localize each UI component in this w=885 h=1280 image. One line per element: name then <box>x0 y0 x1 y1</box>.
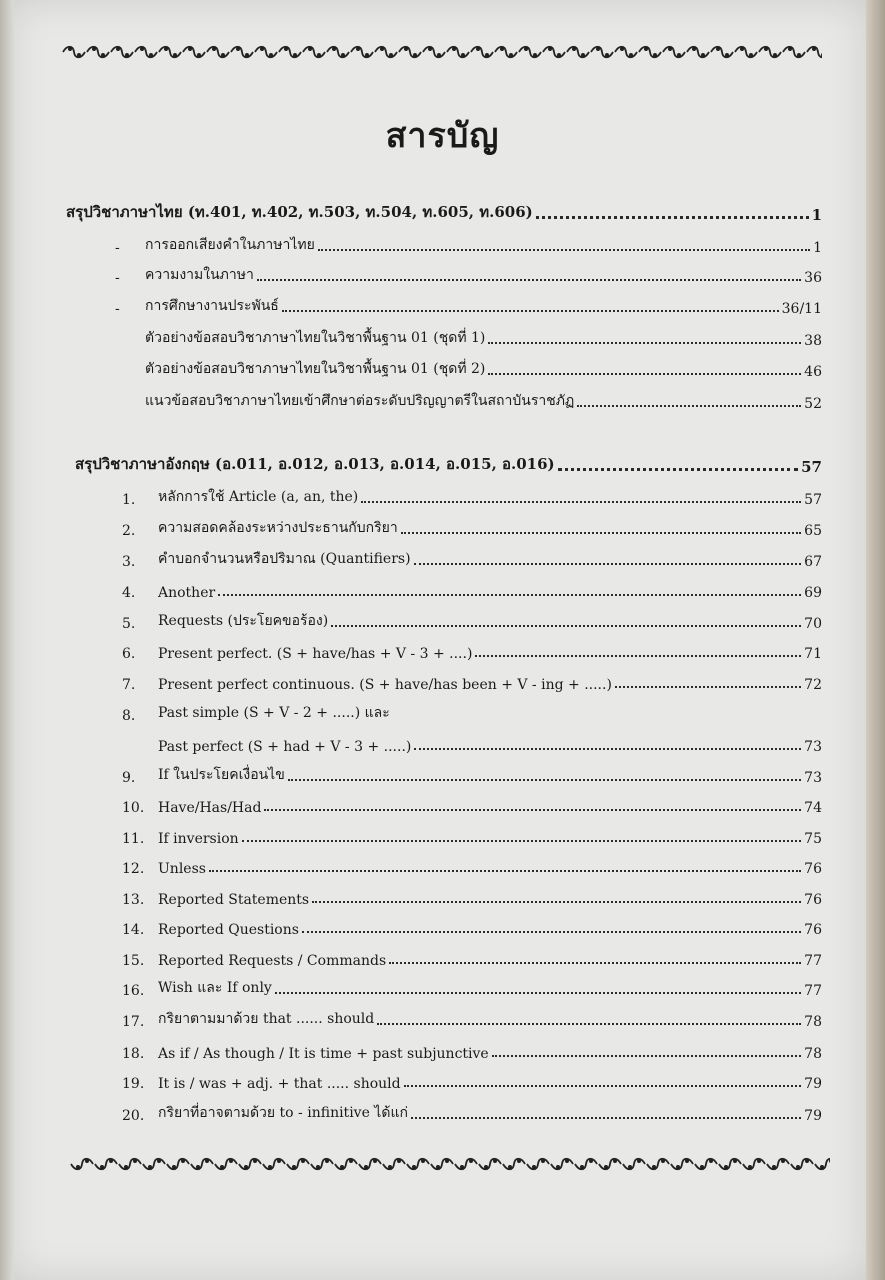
toc-entry <box>122 546 822 570</box>
toc-entry-label: Present perfect continuous. (S + have/has been + V - ing + .....) <box>158 677 612 693</box>
toc-entry <box>122 945 822 969</box>
toc-page-number: 57 <box>804 492 822 508</box>
dot-leader <box>488 326 801 344</box>
dot-leader <box>218 578 801 596</box>
dot-leader <box>411 1101 801 1119</box>
toc-entry-label: Reported Statements <box>158 892 310 908</box>
toc-entry <box>122 608 822 632</box>
bottom-ornament-border <box>70 1152 830 1176</box>
toc-entry <box>122 762 822 786</box>
toc-page-number: 76 <box>804 892 822 908</box>
toc-entry-label: Past simple (S + V - 2 + .....) และ <box>158 705 390 721</box>
dot-leader <box>302 915 801 933</box>
toc-entry-marker: 5. <box>122 616 136 632</box>
toc-entry-label: แนวข้อสอบวิชาภาษาไทยเข้าศึกษาต่อระดับปริญญาตรีในสถาบันราชภัฏ <box>145 393 575 409</box>
toc-entry <box>122 823 822 847</box>
toc-page-number: 74 <box>804 800 822 816</box>
toc-entry-label: คำบอกจำนวนหรือปริมาณ (Quantifiers) <box>158 551 411 567</box>
toc-entry <box>122 853 822 877</box>
toc-entry <box>122 1068 822 1092</box>
toc-entry-label: Present perfect. (S + have/has + V - 3 + ....) <box>158 646 473 662</box>
dot-leader <box>209 854 801 872</box>
toc-entry-label: Unless <box>158 861 206 877</box>
dot-leader <box>577 389 801 407</box>
toc-page-number: 67 <box>804 554 822 570</box>
toc-entry-marker: 16. <box>122 983 145 999</box>
toc-entry <box>122 1038 822 1062</box>
dot-leader <box>312 885 801 903</box>
dot-leader <box>377 1007 801 1025</box>
toc-entry <box>122 1100 822 1124</box>
toc-entry-label: It is / was + adj. + that ..... should <box>158 1076 401 1092</box>
toc-page-number: 36 <box>804 270 822 286</box>
toc-entry-label: หลักการใช้ Article (a, an, the) <box>158 489 359 505</box>
toc-entry-marker: 14. <box>122 922 145 938</box>
toc-entry-label: Reported Requests / Commands <box>158 953 387 969</box>
toc-entry <box>122 975 822 999</box>
dot-leader <box>558 452 798 471</box>
toc-entry-marker: 3. <box>122 554 136 570</box>
dot-leader <box>282 294 779 312</box>
dot-leader <box>264 793 801 811</box>
toc-entry-label: การออกเสียงคำในภาษาไทย <box>145 237 315 253</box>
dot-leader <box>318 233 810 251</box>
toc-entry-marker: - <box>115 270 120 286</box>
dot-leader <box>615 670 801 688</box>
toc-entry <box>122 792 822 816</box>
toc-entry-marker: 7. <box>122 677 136 693</box>
page-right-edge <box>866 0 885 1280</box>
toc-entry-label: Requests (ประโยคขอร้อง) <box>158 613 329 629</box>
toc-entry <box>115 262 822 286</box>
toc-page-number: 75 <box>804 831 822 847</box>
toc-page-number: 72 <box>804 677 822 693</box>
toc-entry-label: การศึกษางานประพันธ์ <box>145 298 279 314</box>
toc-entry <box>122 515 822 539</box>
toc-entry-label: Have/Has/Had <box>158 800 262 816</box>
toc-page-number: 46 <box>804 364 822 380</box>
section-heading-label: สรุปวิชาภาษาไทย (ท.401, ท.402, ท.503, ท.504, ท.605, ท.606) <box>66 203 533 221</box>
toc-page-number: 69 <box>804 585 822 601</box>
page-title: สารบัญ <box>385 116 500 156</box>
toc-page-number: 77 <box>804 953 822 969</box>
toc-entry <box>122 700 822 724</box>
toc-entry-label: Reported Questions <box>158 922 299 938</box>
toc-page-number: 78 <box>804 1014 822 1030</box>
toc-entry-label: If ในประโยคเงื่อนไข <box>158 767 285 783</box>
toc-entry-label: ความสอดคล้องระหว่างประธานกับกริยา <box>158 520 398 536</box>
dot-leader <box>401 516 801 534</box>
toc-entry-label: ตัวอย่างข้อสอบวิชาภาษาไทยในวิชาพื้นฐาน 01 (ชุดที่ 1) <box>145 330 486 346</box>
toc-entry-label: Wish และ If only <box>158 980 272 996</box>
toc-entry-marker: 10. <box>122 800 145 816</box>
dot-leader <box>488 357 801 375</box>
toc-section-heading <box>66 200 822 224</box>
dot-leader <box>404 1069 802 1087</box>
toc-entry <box>115 388 822 412</box>
toc-page-number: 73 <box>804 770 822 786</box>
toc-entry-marker: 11. <box>122 831 145 847</box>
toc-entry-marker: 1. <box>122 492 136 508</box>
toc-entry <box>122 884 822 908</box>
toc-page-number: 36/11 <box>781 301 822 317</box>
toc-page-number: 65 <box>804 523 822 539</box>
dot-leader <box>492 1039 801 1057</box>
toc-entry-marker: 8. <box>122 708 136 724</box>
toc-entry-label: ตัวอย่างข้อสอบวิชาภาษาไทยในวิชาพื้นฐาน 01 (ชุดที่ 2) <box>145 361 486 377</box>
toc-entry-marker: 4. <box>122 585 136 601</box>
toc-page-number: 77 <box>804 983 822 999</box>
toc-entry <box>115 325 822 349</box>
toc-page-number: 71 <box>804 646 822 662</box>
toc-page-number: 76 <box>804 861 822 877</box>
toc-page-number: 79 <box>804 1076 822 1092</box>
dot-leader <box>414 547 802 565</box>
toc-entry <box>115 232 822 256</box>
dot-leader <box>275 976 801 994</box>
toc-entry <box>122 669 822 693</box>
toc-entry-marker: 2. <box>122 523 136 539</box>
toc-page-number: 73 <box>804 739 822 755</box>
toc-entry-label: Past perfect (S + had + V - 3 + .....) <box>158 739 412 755</box>
toc-page-number: 79 <box>804 1108 822 1124</box>
toc-page-number: 78 <box>804 1046 822 1062</box>
toc-entry <box>115 293 822 317</box>
toc-section-heading <box>75 452 822 476</box>
toc-entry-label: ความงามในภาษา <box>145 267 254 283</box>
dot-leader <box>389 946 801 964</box>
dot-leader <box>361 485 801 503</box>
toc-entry <box>122 484 822 508</box>
toc-entry-label: If inversion <box>158 831 239 847</box>
toc-page-number: 1 <box>811 206 822 224</box>
toc-entry-marker: 15. <box>122 953 145 969</box>
toc-entry-marker: 20. <box>122 1108 145 1124</box>
toc-entry <box>115 356 822 380</box>
dot-leader <box>331 609 801 627</box>
top-ornament-border <box>62 40 822 64</box>
toc-entry-marker: - <box>115 240 120 256</box>
toc-page-number: 38 <box>804 333 822 349</box>
page-left-edge <box>0 0 14 1280</box>
toc-entry <box>122 638 822 662</box>
toc-entry-label: กริยาตามมาด้วย that ...... should <box>158 1011 375 1027</box>
toc-entry-marker: 18. <box>122 1046 145 1062</box>
toc-entry-marker: - <box>115 301 120 317</box>
toc-entry <box>122 731 822 755</box>
dot-leader <box>536 200 809 219</box>
toc-entry <box>122 577 822 601</box>
toc-page-number: 52 <box>804 396 822 412</box>
toc-entry-marker: 13. <box>122 892 145 908</box>
dot-leader <box>257 263 801 281</box>
toc-entry-label: Another <box>158 585 216 601</box>
toc-page-number: 76 <box>804 922 822 938</box>
toc-page-number: 57 <box>801 458 822 476</box>
dot-leader <box>288 763 801 781</box>
dot-leader <box>414 732 801 750</box>
toc-entry <box>122 914 822 938</box>
toc-entry-marker: 19. <box>122 1076 145 1092</box>
toc-entry-marker: 17. <box>122 1014 145 1030</box>
toc-entry <box>122 1006 822 1030</box>
toc-entry-marker: 9. <box>122 770 136 786</box>
toc-page-number: 70 <box>804 616 822 632</box>
toc-page-number: 1 <box>813 240 822 256</box>
toc-entry-marker: 12. <box>122 861 145 877</box>
dot-leader <box>242 824 802 842</box>
toc-entry-label: กริยาที่อาจตามด้วย to - infinitive ได้แก่ <box>158 1105 408 1121</box>
toc-entry-marker: 6. <box>122 646 136 662</box>
dot-leader <box>475 639 801 657</box>
section-heading-label: สรุปวิชาภาษาอังกฤษ (อ.011, อ.012, อ.013, อ.014, อ.015, อ.016) <box>75 455 555 473</box>
toc-entry-label: As if / As though / It is time + past subjunctive <box>158 1046 489 1062</box>
